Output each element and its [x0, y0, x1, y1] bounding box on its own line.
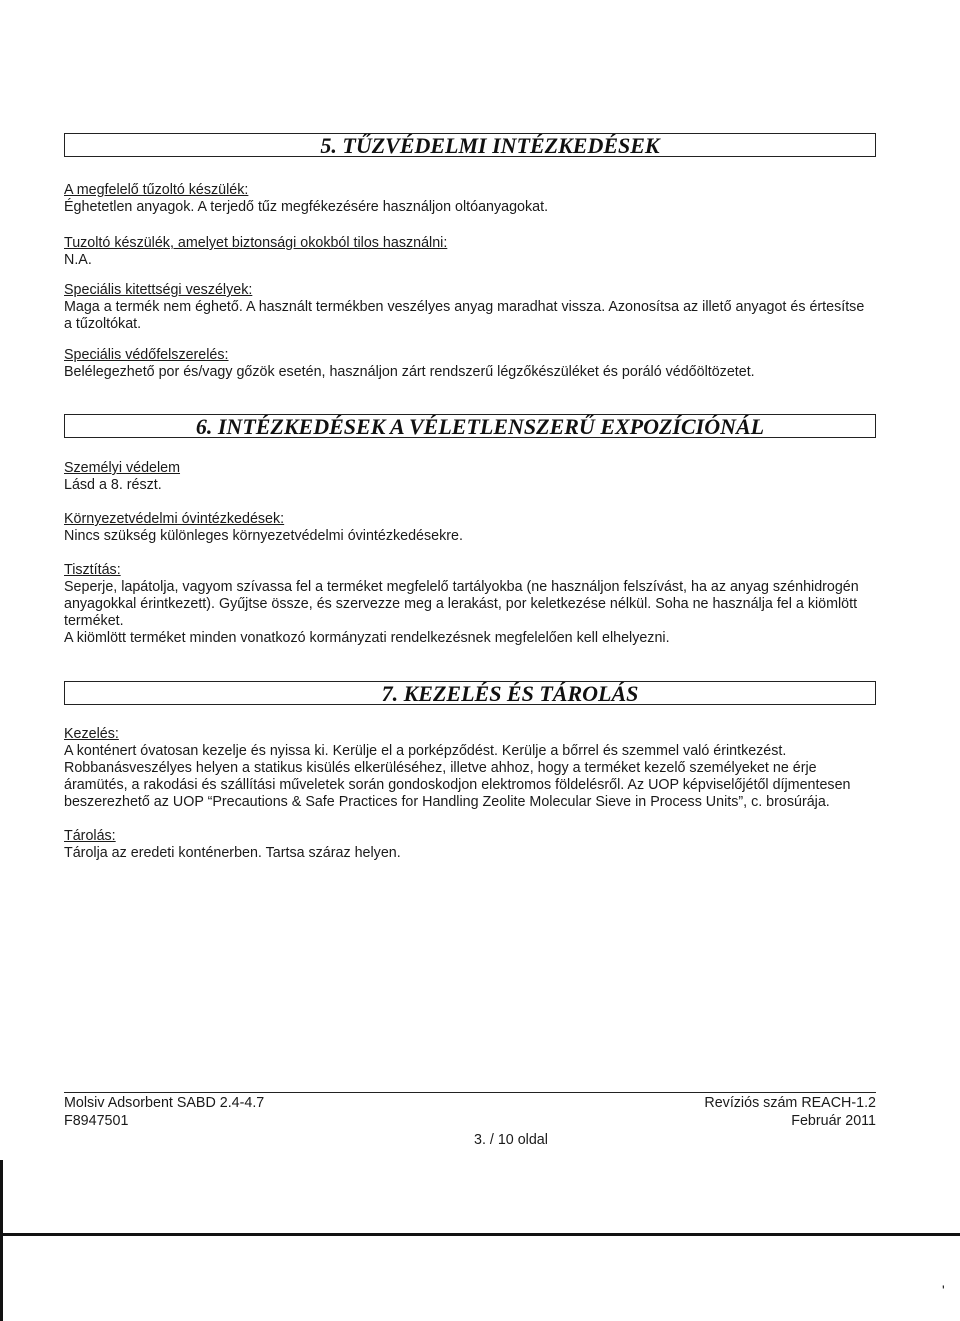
section-7-body	[64, 726, 874, 862]
footer-date: Február 2011	[791, 1113, 876, 1129]
handling-heading: Kezelés:	[64, 726, 119, 742]
handling-text: A konténert óvatosan kezelje és nyissa ki. Kerülje el a porképződést. Kerülje a bőrrel és szemmel való érintkezést. Robbanásveszélyes helyen a statikus kisülés elkerüléséhez, illetve ahhoz, hogy a terméket kezelő személyeket ne érje áramütés, a rakodási és szállítási műveletek során gondoskodjon elektromos földelésről. Az UOP képviselőjétől díjmentesen beszerezhető az UOP “Precautions & Safe Practices for Handling Zeolite Molecular Sieve in Process Units”, c. brosúrája.	[64, 743, 851, 810]
footer-code: F8947501	[64, 1113, 129, 1129]
scan-bottom-line	[0, 1233, 960, 1236]
section-7-header	[64, 681, 876, 705]
unsafe-extinguisher-heading: Tuzoltó készülék, amelyet biztonsági okokból tilos használni:	[64, 235, 448, 251]
extinguisher-text: Éghetetlen anyagok. A terjedő tűz megfékezésére használjon oltóanyagokat.	[64, 199, 549, 215]
scan-left-edge	[0, 1160, 3, 1321]
hazards-heading: Speciális kitettségi veszélyek:	[64, 282, 253, 298]
extinguisher-heading: A megfelelő tűzoltó készülék:	[64, 182, 249, 198]
hazards-text: Maga a termék nem éghető. A használt termékben veszélyes anyag maradhat vissza. Azonosítsa az illető anyagot és értesítse a tűzoltókat.	[64, 299, 865, 332]
section-6-header	[64, 414, 876, 438]
environment-heading: Környezetvédelmi óvintézkedések:	[64, 511, 285, 527]
section-6-title: 6. INTÉZKEDÉSEK A VÉLETLENSZERŰ EXPOZÍCIÓNÁL	[195, 414, 765, 439]
section-6-body	[64, 460, 874, 647]
footer-page-number: 3. / 10 oldal	[474, 1132, 548, 1148]
cleaning-heading: Tisztítás:	[64, 562, 121, 578]
cleaning-text-2: A kiömlött terméket minden vonatkozó kormányzati rendelkezésnek megfelelően kell elhelyezni.	[64, 630, 670, 646]
footer-revision: Revíziós szám REACH-1.2	[704, 1095, 876, 1111]
unsafe-extinguisher-text: N.A.	[64, 252, 92, 268]
cleaning-text: Seperje, lapátolja, vagyom szívassa fel a terméket megfelelő tartályokba (ne használjon felszívást, ha az anyag szénhidrogén anyagokkal érintkezett). Gyűjtse össze, és szervezze meg a lerakást, por keletkezése nélkül. Soha ne használja fel a kiömlött terméket.	[64, 579, 859, 629]
scan-mark: ʹ	[942, 1282, 945, 1298]
section-7-title: 7. KEZELÉS ÉS TÁROLÁS	[381, 681, 639, 706]
equipment-heading: Speciális védőfelszerelés:	[64, 347, 229, 363]
environment-text: Nincs szükség különleges környezetvédelmi óvintézkedésekre.	[64, 528, 463, 544]
storage-heading: Tárolás:	[64, 828, 116, 844]
section-5-body	[64, 182, 874, 381]
footer-rule	[64, 1092, 876, 1093]
equipment-text: Belélegezhető por és/vagy gőzök esetén, használjon zárt rendszerű légzőkészüléket és poráló védőöltözetet.	[64, 364, 755, 380]
section-5-header	[64, 133, 876, 157]
footer-product: Molsiv Adsorbent SABD 2.4-4.7	[64, 1095, 265, 1111]
personal-protection-text: Lásd a 8. részt.	[64, 477, 162, 493]
personal-protection-heading: Személyi védelem	[64, 460, 181, 476]
section-5-title: 5. TŰZVÉDELMI INTÉZKEDÉSEK	[320, 133, 660, 158]
storage-text: Tárolja az eredeti konténerben. Tartsa száraz helyen.	[64, 845, 401, 861]
